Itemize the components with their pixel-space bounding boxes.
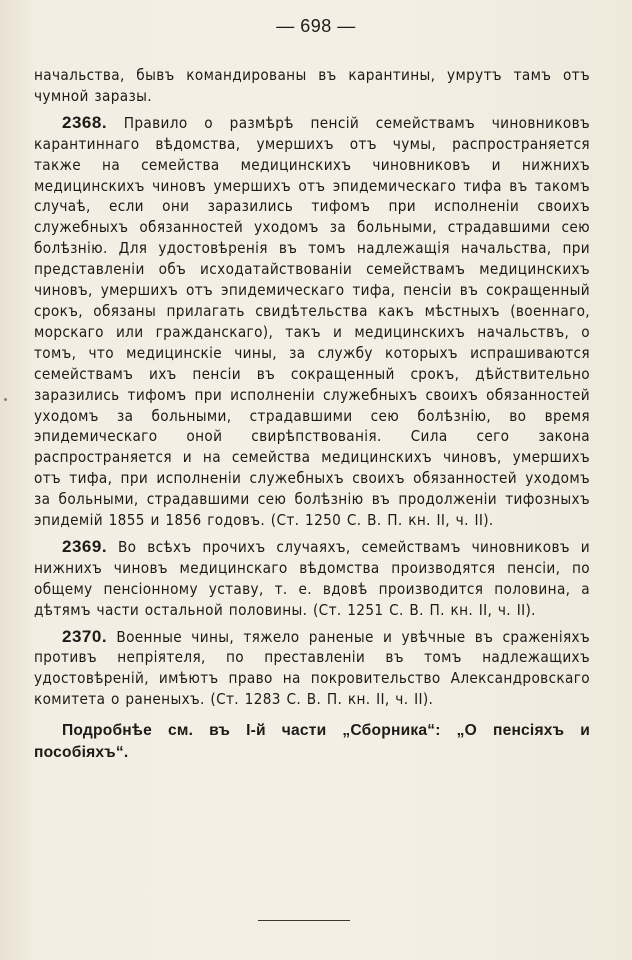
end-rule	[258, 920, 350, 921]
article-text: Во всѣхъ прочихъ случаяхъ, семействамъ чиновниковъ и нижнихъ чиновъ медицинскаго вѣдомства производятся пенсіи, по общему пенсіонному уставу, т. е. вдовѣ производится половина, а дѣтямъ части остальной половины. (Ст. 1251 С. В. П. кн. II, ч. II).	[34, 537, 590, 619]
article-2369	[34, 537, 590, 621]
article-text: Правило о размѣрѣ пенсій семействамъ чиновниковъ карантиннаго вѣдомства, умершихъ отъ чумы, распространяется также на семейства медицинскихъ чиновниковъ и нижнихъ медицинскихъ чиновъ умершихъ отъ эпидемическаго тифа въ такомъ случаѣ, если они заразились тифомъ при исполненіи своихъ служебныхъ обязанностей уходомъ за больными, страдавшими сею болѣзнію. Для удостовѣренія въ томъ надлежащія начальства, при представленіи объ исходатайствованіи семействамъ медицинскихъ чиновъ, умершихъ отъ эпидемическаго тифа, пенсіи въ сокращенный срокъ, обязаны прилагать свидѣтельства какъ мѣстныхъ (военнаго, морскаго или гражданскаго), такъ и медицинскихъ начальствъ, о томъ, что медицинскіе чины, за службу которыхъ испрашиваются семействамъ ихъ пенсіи въ сокращенный срокъ, дѣйствительно заразились тифомъ при исполненіи служебныхъ своихъ обязанностей уходомъ за больными, страдавшими сею болѣзнію, во время эпидемическаго оной свирѣпствованія. Сила сего закона распространяется и на семейства медицинскихъ чиновъ, умершихъ отъ тифа, при исполненіи служебныхъ своихъ обязанностей уходомъ за больными, страдавшими сею болѣзнію въ продолженіи тифозныхъ эпидемій 1855 и 1856 годовъ. (Ст. 1250 С. В. П. кн. II, ч. II).	[34, 113, 590, 530]
continuation-paragraph: начальства, бывъ командированы въ карантины, умрутъ тамъ отъ чумной заразы.	[34, 66, 590, 105]
page-number: — 698 —	[276, 16, 356, 36]
article-number: 2369.	[62, 536, 108, 556]
margin-speck	[4, 398, 7, 401]
article-text: Военные чины, тяжело раненые и увѣчные въ сраженіяхъ противъ непріятеля, по преставленіи въ томъ надлежащихъ удостовѣреній, имѣютъ право на покровительство Александровскаго комитета о раненыхъ. (Ст. 1283 С. В. П. кн. II, ч. II).	[34, 627, 590, 709]
reference-note: Подробнѣе см. въ I-й части „Сборника“: „О пенсіяхъ и пособіяхъ“.	[34, 722, 590, 762]
article-number: 2370.	[62, 626, 108, 646]
page-body	[34, 65, 590, 764]
article-2370	[34, 627, 590, 711]
article-number: 2368.	[62, 112, 108, 132]
article-2368	[34, 113, 590, 531]
